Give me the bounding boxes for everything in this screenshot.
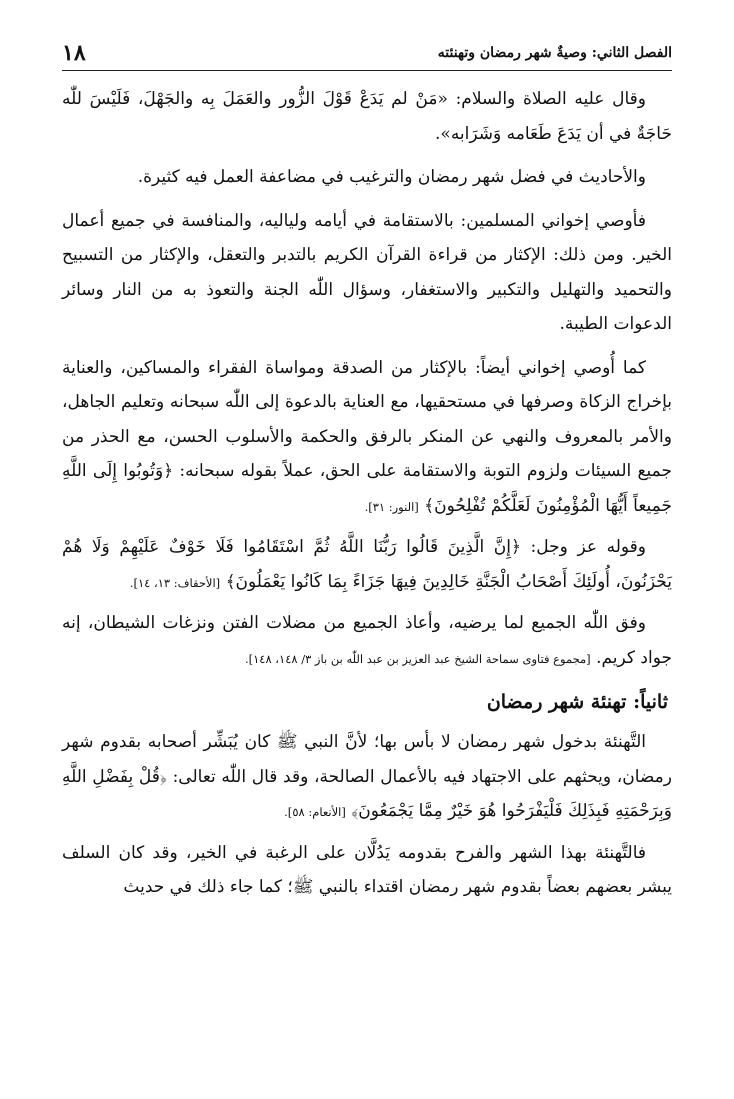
paragraph-advice <box>62 204 672 342</box>
verse-reference: [الأنعام: ٥٨]. <box>284 805 346 819</box>
paragraph-text: وفق اللّٰه الجميع لما يرضيه، وأعاذ الجميع من مضلات الفتن ونزغات الشيطان، إنه جواد كريم. <box>62 613 672 668</box>
paragraph-text: وقوله عز وجل: ﴿إِنَّ الَّذِينَ قَالُوا رَبُّنَا اللَّهُ ثُمَّ اسْتَقَامُوا فَلَا خَوْفٌ عَلَيْهِمْ وَلَا هُمْ يَحْزَنُونَ، أُولَئِكَ أَصْحَابُ الْجَنَّةِ خَالِدِينَ فِيهَا جَزَاءً بِمَا كَانُوا يَعْمَلُونَ﴾ <box>62 537 672 592</box>
paragraph-salaf <box>62 836 672 905</box>
paragraph-hadith <box>62 82 672 151</box>
paragraph-verse <box>62 530 672 600</box>
paragraph-virtues <box>62 160 672 195</box>
header-rule <box>62 70 672 71</box>
running-title: الفصل الثاني: وصيةٌ شهر رمضان وتهنئته <box>437 45 672 61</box>
page-body <box>62 82 672 914</box>
paragraph-text: فأوصي إخواني المسلمين: بالاستقامة في أيامه ولياليه، والمنافسة في جميع أعمال الخير. ومن ذلك: الإكثار من قراءة القرآن الكريم بالتدبر والتعقل، والإكثار من التسبيح والتحميد والتهليل والتكبير والاستغفار، وسؤال اللّٰه الجنة والتعوذ به من النار وسائر الدعوات الطيبة. <box>62 210 672 334</box>
paragraph-charity <box>62 351 672 525</box>
paragraph-text: التَّهنئة بدخول شهر رمضان لا بأس بها؛ لأنَّ النبي ﷺ كان يُبَشِّر أصحابه بقدوم شهر رمضان، ويحثهم على الاجتهاد فيه بالأعمال الصالحة، وقد قال اللّٰه تعالى: ﴿قُلْ بِفَضْلِ اللَّهِ وَبِرَحْمَتِهِ فَبِذَلِكَ فَلْيَفْرَحُوا هُوَ خَيْرٌ مِمَّا يَجْمَعُونَ﴾ <box>62 732 672 821</box>
paragraph-text: كما أُوصي إخواني أيضاً: بالإكثار من الصدقة ومواساة الفقراء والمساكين، والعناية بإخراج الزكاة وصرفها في مستحقيها، مع العناية بالدعوة إلى اللّٰه سبحانه وتعليم الجاهل، والأمر بالمعروف والنهي عن المنكر بالرفق والحكمة والأسلوب الحسن، مع الحذر من جميع السيئات ولزوم التوبة والاستقامة على الحق، عملاً بقوله سبحانه: ﴿وَتُوبُوا إِلَى اللَّهِ جَمِيعاً أَيُّهَا الْمُؤْمِنُونَ لَعَلَّكُمْ تُفْلِحُونَ﴾ <box>62 357 672 516</box>
paragraph-text: وقال عليه الصلاة والسلام: «مَنْ لم يَدَعْ قَوْلَ الزُّور والعَمَلَ بِه والجَهْلَ، فَلَيْسَ للّٰه حَاجَةٌ في أن يَدَعَ طَعَامه وَشَرَابه». <box>62 89 672 144</box>
paragraph-text: والأحاديث في فضل شهر رمضان والترغيب في مضاعفة العمل فيه كثيرة. <box>137 167 646 187</box>
paragraph-closing <box>62 606 672 676</box>
section-heading: ثانياً: تهنئة شهر رمضان <box>486 691 668 713</box>
paragraph-congratulation <box>62 725 672 830</box>
page-number: ١٨ <box>62 40 86 66</box>
verse-reference: [النور: ٣١]. <box>364 499 419 514</box>
page-header <box>62 36 672 70</box>
source-citation: [مجموع فتاوى سماحة الشيخ عبد العزيز بن عبد اللّٰه بن باز ٣/ ١٤٨، ١٤٨]. <box>244 651 591 666</box>
paragraph-text: فالتَّهنئة بهذا الشهر والفرح بقدومه يَدُلَّان على الرغبة في الخير، وقد كان السلف يبشر بعضهم بعضاً بقدوم شهر رمضان اقتداء بالنبي ﷺ؛ كما جاء ذلك في حديث <box>62 842 672 897</box>
verse-reference: [الأحقاف: ١٣، ١٤]. <box>129 575 221 590</box>
